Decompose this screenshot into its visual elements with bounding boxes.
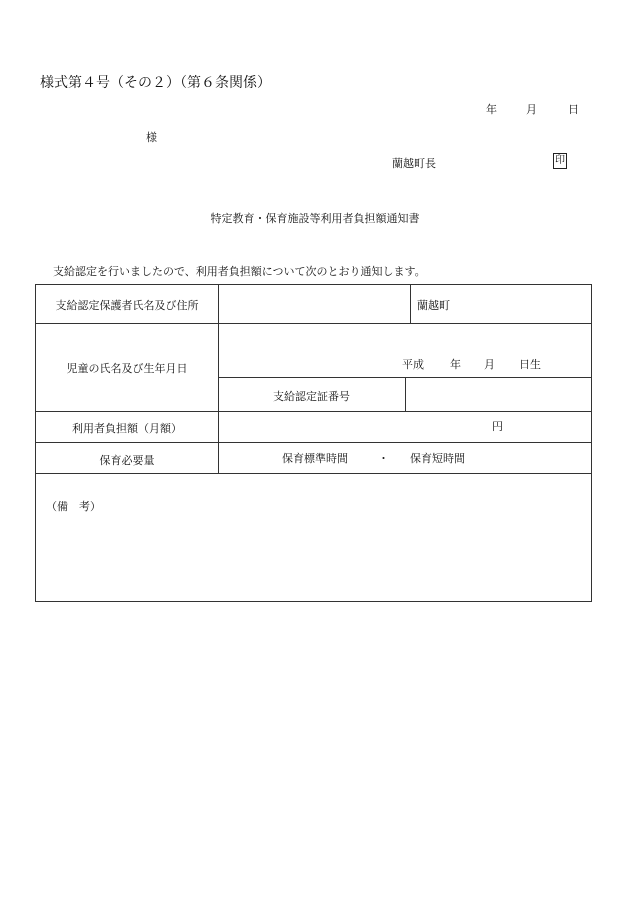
intro-text: 支給認定を行いましたので、利用者負担額について次のとおり通知します。: [53, 265, 426, 278]
column-divider: [405, 377, 406, 411]
care-label: 保育必要量: [99, 454, 155, 467]
guardian-label: 支給認定保護者氏名及び住所: [55, 299, 199, 312]
birth-day: 日生: [519, 358, 541, 371]
birth-year: 年: [450, 358, 461, 371]
fee-label: 利用者負担額（月額）: [72, 422, 182, 435]
row-divider: [36, 323, 591, 324]
seal-mark: 印: [553, 153, 567, 169]
remarks-label: （備 考）: [46, 500, 101, 513]
row-divider: [36, 473, 591, 474]
date-day: 日: [568, 103, 579, 116]
notice-table: [35, 284, 592, 602]
issuer-name: 蘭越町長: [392, 157, 436, 170]
date-year: 年: [486, 103, 497, 116]
form-number: 様式第４号（その２）（第６条関係）: [40, 75, 271, 91]
column-divider: [218, 285, 219, 473]
column-divider: [410, 285, 411, 323]
birth-month: 月: [484, 358, 495, 371]
guardian-address-prefix: 蘭越町: [417, 299, 450, 312]
date-line: [486, 101, 579, 117]
fee-unit: 円: [492, 420, 503, 433]
recipient-suffix: 様: [146, 131, 157, 144]
care-standard: 保育標準時間: [282, 452, 348, 465]
date-month: 月: [526, 103, 537, 116]
care-separator: ・: [378, 452, 389, 465]
birth-era: 平成: [402, 358, 424, 371]
child-label: 児童の氏名及び生年月日: [66, 362, 188, 375]
row-divider: [36, 442, 591, 443]
care-short: 保育短時間: [410, 452, 465, 465]
cert-number-label: 支給認定証番号: [273, 390, 350, 403]
row-divider: [36, 411, 591, 412]
document-title: 特定教育・保育施設等利用者負担額通知書: [210, 212, 420, 225]
